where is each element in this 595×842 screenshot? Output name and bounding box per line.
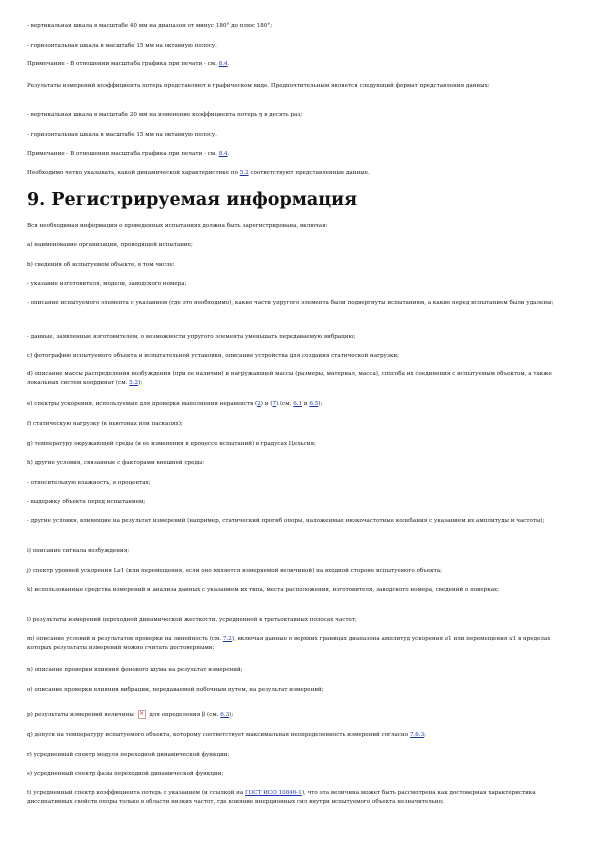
reference-link[interactable]: ГОСТ ИСО 10846-1 [245,790,302,796]
paragraph-text: - горизонтальная шкала в масштабе 15 мм на октавную полосу. [27,132,217,138]
reference-link[interactable]: 6.5 [309,401,319,407]
paragraph-text: 1 в пределах которых результаты измерений можно считать достоверными; [27,636,551,652]
paragraph-text: a) наименование организации, проводящей испытание; [27,242,193,248]
paragraph-text: t) усредненный спектр коэффициента потерь с указанием (и ссылкой на [27,790,245,796]
paragraph-p17 [27,400,568,409]
paragraph-text: Необходимо четко указывать, какой динамической характеристике по [27,170,240,176]
paragraph-p33 [27,751,568,760]
paragraph-text: - другие условия, влияющие на результат измерений (например, статический прогиб опоры, наложенные низкочастотные колебания с указанием их амплитуды и частоты); [27,518,545,524]
paragraph-text: m) описание условий и результатов проверки на линейность (см. [27,636,223,642]
reference-link[interactable]: 8.4 [218,61,228,67]
paragraph-p26 [27,586,568,595]
paragraph-text: j) спектр уровней ускорения L [27,568,118,574]
paragraph-text: b) сведения об испытуемом объекте, в том числе: [27,262,175,268]
paragraph-text: - данные, заявленные изготовителем, о возможности упругого элемента уменьшать передаваемую вибрацию; [27,334,356,340]
paragraph-p12 [27,280,568,289]
paragraph-text: ) (см. [276,401,294,407]
paragraph-text: ); [318,401,323,407]
reference-link[interactable]: 6.3 [220,712,230,718]
italic-symbol: a [444,636,449,642]
paragraph-p27 [27,616,568,625]
paragraph-text: для определения β (см. [147,712,221,718]
paragraph-text: ); [229,712,234,718]
paragraph-p30 [27,686,568,695]
paragraph-p7 [27,150,568,159]
paragraph-text: r) усредненный спектр модуля переходной динамической функции; [27,752,230,758]
paragraph-text: l) результаты измерений переходной динамической жесткости, усредненной в третьоктавных полосах частот; [27,617,357,623]
paragraph-text: n) описание проверки влияния фонового шума на результат измерений; [27,667,243,673]
paragraph-text: - выдержку объекта перед испытанием; [27,499,146,505]
paragraph-text: i) описание сигнала возбуждения; [27,548,130,554]
paragraph-p35 [27,789,568,808]
paragraph-text: ); [138,380,143,387]
paragraph-p18 [27,420,568,429]
paragraph-text: соответствуют представленные данные. [248,170,370,176]
paragraph-text: - указание изготовителя, модели, заводского номера; [27,281,187,287]
paragraph-p15 [27,352,568,361]
italic-symbol: a [117,568,121,574]
reference-link[interactable]: 7.2 [222,636,232,642]
paragraph-text: - вертикальная шкала в масштабе 20 мм на изменение коэффициента потерь η в десять раз; [27,112,303,118]
paragraph-p32 [27,731,568,740]
paragraph-text: 1 (или перемещения, если оно является измеряемой величиной) на входной стороне испытуемого объекта; [120,568,442,574]
paragraph-p14 [27,333,568,342]
paragraph-p11 [27,261,568,270]
paragraph-text: p) результаты измерений величины [27,712,136,718]
paragraph-p10 [27,241,568,250]
paragraph-p9 [27,222,568,231]
paragraph-p1 [27,22,568,31]
paragraph-text: Примечание - В отношении масштаба графика при печати - см. [27,151,219,157]
paragraph-p6 [27,131,568,140]
paragraph-text: Примечание - В отношении масштаба графика при печати - см. [27,61,219,67]
reference-link[interactable]: 5.2 [129,380,139,387]
paragraph-p25 [27,567,568,576]
paragraph-p4 [27,82,568,91]
reference-link[interactable]: 6.1 [293,401,303,407]
paragraph-text: h) другие условия, связанные с факторами внешней среды: [27,460,205,466]
reference-link[interactable]: 5.2 [239,170,249,176]
paragraph-p21 [27,479,568,488]
paragraph-p28 [27,635,568,654]
paragraph-text: k) использованные средства измерений и анализа данных с указанием их типа, места расположения, изготовителя, заводского номера, сведений о поверках; [27,587,500,593]
paragraph-text: ) и ( [260,401,273,407]
paragraph-p22 [27,498,568,507]
paragraph-text: . [227,61,230,67]
section-heading: 9. Регистрируемая информация [27,190,358,210]
paragraph-p29 [27,666,568,675]
paragraph-text: ), включая данные о верхних границах диапазона амплитуд ускорения [231,636,445,642]
paragraph-p31 [27,710,568,720]
paragraph-text: 1 или перемещения [448,636,510,642]
paragraph-p13 [27,299,568,308]
paragraph-p23 [27,517,568,526]
paragraph-p16 [27,370,568,389]
paragraph-p8 [27,169,568,178]
paragraph-text: ; [424,732,427,738]
paragraph-text: Результаты измерений коэффициента потерь представляют в графическом виде. Предпочтительным является следующий формат представления данных: [27,83,490,89]
paragraph-p34 [27,770,568,779]
paragraph-p19 [27,440,568,449]
paragraph-text: f) статическую нагрузку (в ньютонах или паскалях); [27,421,183,427]
paragraph-text: - вертикальная шкала в масштабе 40 мм на диапазон от минус 180° до плюс 180°; [27,23,273,29]
paragraph-text: s) усредненный спектр фазы переходной динамической функции; [27,771,224,777]
paragraph-text: c) фотографию испытуемого объекта и испытательной установки, описание устройства для создания статической нагрузки; [27,353,400,359]
paragraph-p2 [27,42,568,51]
paragraph-p20 [27,459,568,468]
reference-link[interactable]: 2 [257,401,261,407]
paragraph-text: d) описание массы распределения возбуждения (при ее наличии) и нагружающей массы (размеры, материал, масса), способа их соединения с испытуемым объектом, а также локальных систем координат (см. [27,371,552,387]
paragraph-text: - относительную влажность, в процентах; [27,480,151,486]
paragraph-text: - горизонтальная шкала в масштабе 15 мм на октавную полосу. [27,43,217,49]
paragraph-text: - описание испытуемого элемента с указанием (где это необходимо), какие части упругого элемента были подвергнуты испытаниям, а какие перед испытанием были удалены; [27,300,554,306]
reference-link[interactable]: 7.6.3 [409,732,425,738]
paragraph-text: q) допуск на температуру испытуемого объекта, которому соответствует максимальная неопределенность измерений согласно [27,732,410,738]
formula-image-icon [138,710,146,719]
paragraph-p3 [27,60,568,69]
paragraph-text: g) температуру окружающей среды (и ее изменения в процессе испытаний) в градусах Цельсия; [27,441,316,447]
italic-symbol: u [509,636,513,642]
paragraph-text: Вся необходимая информация о проведенных испытаниях должна быть зарегистрирована, включая: [27,223,328,229]
paragraph-text: e) спектры ускорения, используемые для проверки выполнения неравенств ( [27,401,258,407]
reference-link[interactable]: 7 [272,401,277,407]
reference-link[interactable]: 8.4 [218,151,228,157]
paragraph-text: o) описание проверки влияния вибрации, передаваемой побочным путем, на результат измерений; [27,687,324,693]
paragraph-text: и [302,401,310,407]
paragraph-text: ), что эта величина может быть рассмотрена как достоверная характеристика диссипативных свойств опоры только в области низких частот, где влияние инерционных сил внутри испытуемого объекта незначительно; [27,790,536,806]
paragraph-p24 [27,547,568,556]
paragraph-p5 [27,111,568,120]
paragraph-text: . [227,151,230,157]
